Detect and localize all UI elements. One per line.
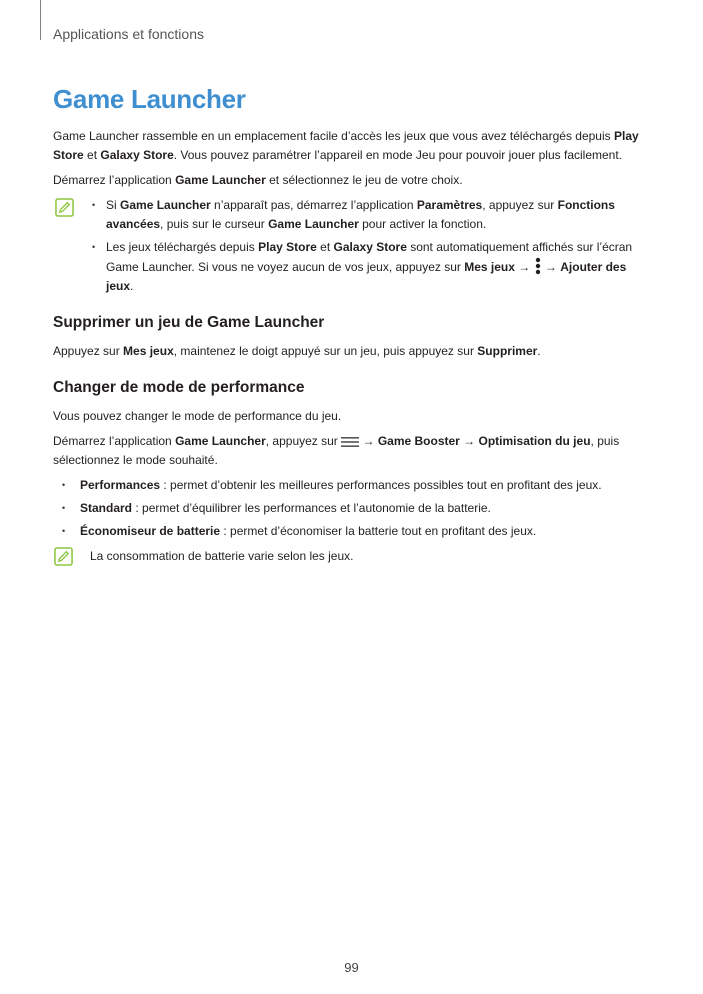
section-label: Applications et fonctions [53, 26, 204, 42]
remove-paragraph: Appuyez sur Mes jeux, maintenez le doigt appuyé sur un jeu, puis appuyez sur Supprimer. [53, 344, 541, 358]
note-icon [54, 547, 73, 566]
list-item: • Performances : permet d’obtenir les meilleures performances possibles tout en profitant des jeux. [80, 476, 645, 495]
more-options-icon [534, 257, 542, 275]
note-item: • Les jeux téléchargés depuis Play Store et Galaxy Store sont automatiquement affichés sur l’écran Game Launcher. Si vous ne voyez aucun de vos jeux, appuyez sur Mes jeux → → Ajouter des jeux. [106, 238, 645, 296]
page-title: Game Launcher [53, 84, 246, 114]
intro-paragraph: Game Launcher rassemble en un emplacement facile d’accès les jeux que vous avez téléchargés depuis Play Store et Galaxy Store. Vous pouvez paramétrer l’appareil en mode Jeu pour pouvoir jouer plus facilement. [53, 129, 639, 162]
perf-intro: Vous pouvez changer le mode de performance du jeu. [53, 409, 342, 423]
section-heading-remove: Supprimer un jeu de Game Launcher [53, 314, 325, 331]
section-heading-performance: Changer de mode de performance [53, 379, 305, 396]
menu-icon [341, 435, 359, 449]
page-number: 99 [344, 960, 359, 975]
header-rule [40, 0, 41, 40]
note-block [53, 196, 645, 296]
battery-note-text: La consommation de batterie varie selon les jeux. [90, 549, 354, 563]
battery-note [53, 547, 645, 566]
performance-modes-list [53, 476, 645, 541]
list-item: • Standard : permet d’équilibrer les performances et l’autonomie de la batterie. [80, 499, 645, 518]
note-icon [55, 198, 74, 217]
note-item: • Si Game Launcher n’apparaît pas, démarrez l’application Paramètres, appuyez sur Fonctions avancées, puis sur le curseur Game Launcher pour activer la fonction. [106, 196, 645, 234]
perf-instructions: Démarrez l’application Game Launcher, appuyez sur → Game Booster → Optimisation du jeu, puis sélectionnez le mode souhaité. [53, 434, 620, 467]
launch-paragraph: Démarrez l’application Game Launcher et sélectionnez le jeu de votre choix. [53, 173, 463, 187]
list-item: • Économiseur de batterie : permet d’économiser la batterie tout en profitant des jeux. [80, 522, 645, 541]
page-content [53, 84, 645, 566]
